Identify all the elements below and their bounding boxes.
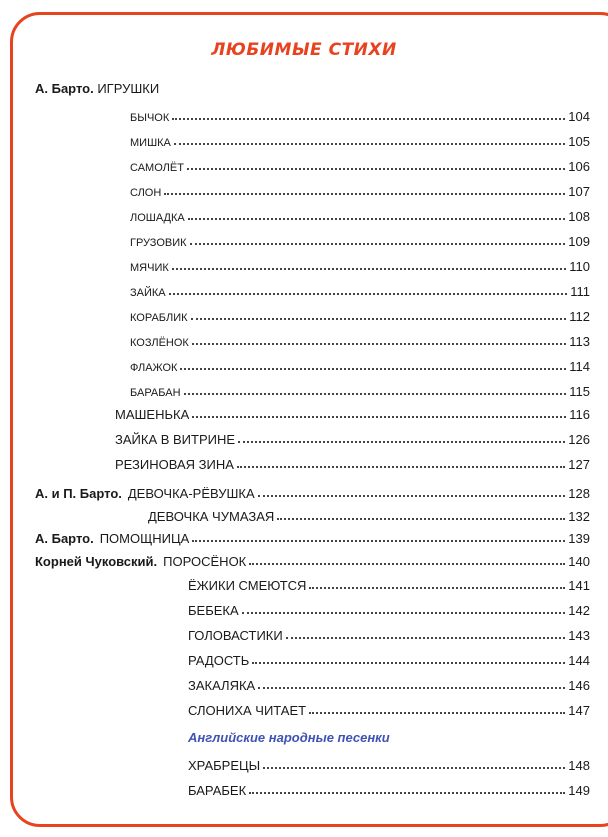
- toc-title: ЁЖИКИ СМЕЮТСЯ: [188, 578, 307, 593]
- toc-page: 148: [568, 758, 590, 773]
- leader-dots: [238, 440, 565, 443]
- toc-page: 140: [568, 554, 590, 569]
- toc-page: 127: [568, 457, 590, 472]
- toc-row[interactable]: [130, 359, 590, 374]
- toc-page: 141: [568, 578, 590, 593]
- toc-row[interactable]: [35, 554, 590, 569]
- leader-dots: [188, 217, 566, 220]
- leader-dots: [187, 167, 565, 170]
- toc-row[interactable]: [188, 703, 590, 718]
- toc-title: ЗАЙКА: [130, 287, 166, 299]
- toc-row[interactable]: [115, 432, 590, 447]
- toc-page: 114: [569, 359, 590, 374]
- toc-page: 142: [568, 603, 590, 618]
- leader-dots: [252, 661, 565, 664]
- leader-dots: [191, 317, 567, 320]
- toc-row[interactable]: [188, 758, 590, 773]
- leader-dots: [249, 562, 565, 565]
- toc-page: 104: [568, 109, 590, 124]
- toc-row[interactable]: [130, 309, 590, 324]
- toc-page: 143: [568, 628, 590, 643]
- toc-row[interactable]: [130, 159, 590, 174]
- toc-row[interactable]: [130, 259, 590, 274]
- toc-page: 105: [568, 134, 590, 149]
- leader-dots: [242, 611, 566, 614]
- toc-title: БАРАБЕК: [188, 783, 247, 798]
- toc-page: 115: [569, 384, 590, 399]
- toc-title: РЕЗИНОВАЯ ЗИНА: [115, 457, 234, 472]
- toc-title: ХРАБРЕЦЫ: [188, 758, 261, 773]
- toc-title: ГОЛОВАСТИКИ: [188, 628, 283, 643]
- toc-title: МИШКА: [130, 137, 171, 149]
- toc-page: 113: [569, 334, 590, 349]
- toc-title: БЫЧОК: [130, 112, 170, 124]
- toc-title: САМОЛЁТ: [130, 162, 184, 174]
- toc-row[interactable]: [188, 783, 590, 798]
- toc-page: 139: [568, 531, 590, 546]
- toc-title: ДЕВОЧКА ЧУМАЗАЯ: [148, 509, 275, 524]
- toc-row[interactable]: [115, 457, 590, 472]
- toc-title: СЛОН: [130, 187, 162, 199]
- toc-row[interactable]: [148, 509, 590, 524]
- leader-dots: [309, 586, 565, 589]
- leader-dots: [286, 636, 566, 639]
- leader-dots: [237, 465, 565, 468]
- toc-title: ЗАЙКА В ВИТРИНЕ: [115, 432, 236, 447]
- leader-dots: [164, 192, 565, 195]
- toc-row[interactable]: [130, 334, 590, 349]
- leader-dots: [258, 494, 566, 497]
- toc-title: ГРУЗОВИК: [130, 237, 187, 249]
- toc-title: ПОМОЩНИЦА: [99, 531, 190, 546]
- toc-title: ФЛАЖОК: [130, 362, 178, 374]
- leader-dots: [190, 242, 566, 245]
- leader-dots: [277, 517, 565, 520]
- leader-dots: [169, 292, 568, 295]
- leader-dots: [309, 711, 565, 714]
- toc-page: 149: [568, 783, 590, 798]
- toys-heading: ИГРУШКИ: [97, 81, 160, 96]
- page-title: ЛЮБИМЫЕ СТИХИ: [211, 40, 397, 60]
- toc-row[interactable]: [130, 234, 590, 249]
- toc-page: 110: [569, 259, 590, 274]
- toc-page: 111: [570, 284, 590, 299]
- leader-dots: [263, 766, 565, 769]
- toc-title: РАДОСТЬ: [188, 653, 250, 668]
- toc-title: БЕБЕКА: [188, 603, 239, 618]
- toc-title: КОРАБЛИК: [130, 312, 188, 324]
- toc-row[interactable]: [130, 184, 590, 199]
- section-heading: Английские народные песенки: [188, 730, 390, 745]
- leader-dots: [258, 686, 565, 689]
- author-chukovsky: Корней Чуковский.: [35, 554, 158, 569]
- toc-row[interactable]: [130, 209, 590, 224]
- toc-row[interactable]: [188, 678, 590, 693]
- toc-page: 132: [568, 509, 590, 524]
- toc-page: 116: [569, 407, 590, 422]
- toc-row[interactable]: [130, 109, 590, 124]
- toc-row[interactable]: [188, 653, 590, 668]
- toc-page: 144: [568, 653, 590, 668]
- toc-row[interactable]: [130, 134, 590, 149]
- toc-page: 128: [568, 486, 590, 501]
- toc-row[interactable]: [35, 531, 590, 546]
- toc-row[interactable]: [188, 603, 590, 618]
- toc-page: 147: [568, 703, 590, 718]
- toc-title: МЯЧИК: [130, 262, 169, 274]
- author-name: А. Барто.: [35, 81, 94, 96]
- leader-dots: [192, 415, 566, 418]
- toc-page: 108: [568, 209, 590, 224]
- toc-row[interactable]: [35, 486, 590, 501]
- toc-title: ПОРОСЁНОК: [163, 554, 247, 569]
- author-barto: [35, 81, 159, 96]
- leader-dots: [180, 367, 566, 370]
- toc-title: ДЕВОЧКА-РЁВУШКА: [127, 486, 255, 501]
- toc-page: 107: [568, 184, 590, 199]
- author-barto-pair: А. и П. Барто.: [35, 486, 122, 501]
- toc-title: ЗАКАЛЯКА: [188, 678, 256, 693]
- leader-dots: [172, 267, 567, 270]
- leader-dots: [192, 342, 566, 345]
- toc-page: 112: [569, 309, 590, 324]
- toc-page: 146: [568, 678, 590, 693]
- toc-title: СЛОНИХА ЧИТАЕТ: [188, 703, 307, 718]
- leader-dots: [192, 539, 565, 542]
- leader-dots: [184, 392, 567, 395]
- toc-page: 109: [568, 234, 590, 249]
- leader-dots: [174, 142, 565, 145]
- toc-page: 126: [568, 432, 590, 447]
- toc-row[interactable]: [115, 407, 590, 422]
- toc-row[interactable]: [130, 384, 590, 399]
- toc-row[interactable]: [188, 628, 590, 643]
- leader-dots: [172, 117, 565, 120]
- toc-row[interactable]: [130, 284, 590, 299]
- toc-row[interactable]: [188, 578, 590, 593]
- leader-dots: [249, 791, 565, 794]
- toc-page: 106: [568, 159, 590, 174]
- toc-title: БАРАБАН: [130, 387, 181, 399]
- author-barto-2: А. Барто.: [35, 531, 94, 546]
- toc-title: ЛОШАДКА: [130, 212, 185, 224]
- toc-title: КОЗЛЁНОК: [130, 337, 189, 349]
- toc-title: МАШЕНЬКА: [115, 407, 190, 422]
